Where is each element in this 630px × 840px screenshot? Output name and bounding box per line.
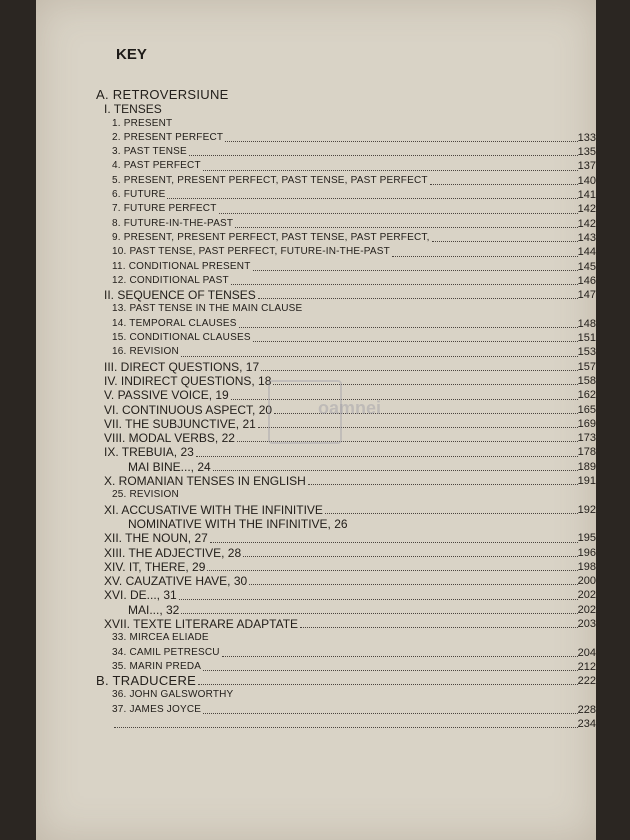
toc-entry-title: VII. THE SUBJUNCTIVE, 21 bbox=[104, 416, 256, 431]
dot-leader bbox=[167, 196, 578, 199]
dot-leader bbox=[235, 225, 578, 228]
toc-entry bbox=[36, 674, 596, 688]
dot-leader bbox=[300, 625, 578, 628]
toc-page-number: 140 bbox=[577, 174, 596, 187]
toc-entry bbox=[36, 102, 596, 116]
toc-entry-title: 2. PRESENT PERFECT bbox=[112, 131, 225, 145]
toc-page-number: 173 bbox=[577, 432, 596, 445]
dot-leader bbox=[203, 668, 578, 671]
toc-page-number: 151 bbox=[577, 332, 596, 345]
toc-page-number: 145 bbox=[577, 260, 596, 273]
toc-entry bbox=[36, 88, 596, 102]
dot-leader bbox=[114, 725, 578, 728]
toc-page-number: 234 bbox=[577, 718, 596, 731]
dot-leader bbox=[198, 682, 578, 685]
toc-entry-title: 36. JOHN GALSWORTHY bbox=[112, 688, 235, 702]
dot-leader bbox=[213, 468, 578, 471]
toc-entry bbox=[36, 588, 596, 602]
toc-entry-title: VI. CONTINUOUS ASPECT, 20 bbox=[104, 402, 273, 417]
dot-leader bbox=[225, 139, 578, 142]
toc-entry-title: 25. REVISION bbox=[112, 488, 181, 502]
toc-entry bbox=[36, 231, 596, 245]
toc-entry bbox=[36, 159, 596, 173]
dot-leader bbox=[432, 239, 578, 242]
toc-page-number: 133 bbox=[577, 131, 596, 144]
dot-leader bbox=[210, 540, 578, 543]
toc-entry-title: 7. FUTURE PERFECT bbox=[112, 202, 219, 216]
toc-entry bbox=[36, 217, 596, 231]
toc-page-number: 144 bbox=[577, 246, 596, 259]
page-title: KEY bbox=[116, 46, 147, 63]
toc-entry bbox=[36, 574, 596, 588]
toc-entry-title: MAI BINE..., 24 bbox=[128, 459, 211, 474]
dot-leader bbox=[261, 368, 578, 371]
toc-entry bbox=[36, 245, 596, 259]
toc-entry bbox=[36, 488, 596, 502]
toc-entry-title: XV. CAUZATIVE HAVE, 30 bbox=[104, 574, 248, 589]
toc-entry-title: MAI..., 32 bbox=[128, 602, 180, 617]
toc-page-number: 158 bbox=[577, 374, 596, 387]
dot-leader bbox=[203, 711, 578, 714]
dot-leader bbox=[253, 268, 578, 271]
toc-entry-title: XVI. DE..., 31 bbox=[104, 588, 177, 603]
toc-page-number: 192 bbox=[577, 503, 596, 516]
toc-entry-title: 14. TEMPORAL CLAUSES bbox=[112, 317, 239, 331]
toc-entry bbox=[36, 560, 596, 574]
toc-entry-title: XII. THE NOUN, 27 bbox=[104, 531, 208, 546]
toc-entry bbox=[36, 474, 596, 488]
toc-page-number: 203 bbox=[577, 617, 596, 630]
dot-leader bbox=[258, 296, 578, 299]
toc-entry-title: IX. TREBUIA, 23 bbox=[104, 445, 194, 460]
toc-page-number: 189 bbox=[577, 460, 596, 473]
toc-entry-title: X. ROMANIAN TENSES IN ENGLISH bbox=[104, 474, 306, 489]
dot-leader bbox=[392, 254, 578, 257]
toc-entry bbox=[36, 603, 596, 617]
toc-page-number: 165 bbox=[577, 403, 596, 416]
toc-entry bbox=[36, 631, 596, 645]
toc-entry-title: 13. PAST TENSE IN THE MAIN CLAUSE bbox=[112, 302, 304, 316]
toc-entry bbox=[36, 460, 596, 474]
dot-leader bbox=[203, 168, 578, 171]
toc-entry bbox=[36, 274, 596, 288]
toc-page-number: 147 bbox=[577, 289, 596, 302]
toc-entry-title: III. DIRECT QUESTIONS, 17 bbox=[104, 359, 260, 374]
toc-entry-title: NOMINATIVE WITH THE INFINITIVE, 26 bbox=[128, 516, 348, 531]
toc-page-number: 157 bbox=[577, 360, 596, 373]
toc-entry bbox=[36, 145, 596, 159]
toc-page-number: 178 bbox=[577, 446, 596, 459]
toc-page-number: 142 bbox=[577, 203, 596, 216]
toc-page-number: 202 bbox=[577, 589, 596, 602]
dot-leader bbox=[222, 654, 578, 657]
toc-page-number: 202 bbox=[577, 603, 596, 616]
toc-entry-title: II. SEQUENCE OF TENSES bbox=[104, 288, 256, 303]
toc-entry bbox=[36, 517, 596, 531]
toc-entry bbox=[36, 317, 596, 331]
toc-entry bbox=[36, 174, 596, 188]
toc-entry-title: 10. PAST TENSE, PAST PERFECT, FUTURE-IN-THE-PAST bbox=[112, 245, 392, 259]
toc-page-number: 228 bbox=[577, 703, 596, 716]
dot-leader bbox=[179, 597, 578, 600]
toc-entry-title: 12. CONDITIONAL PAST bbox=[112, 274, 231, 288]
toc-entry bbox=[36, 260, 596, 274]
dot-leader bbox=[231, 282, 578, 285]
toc-page-number: 198 bbox=[577, 560, 596, 573]
toc-entry bbox=[36, 302, 596, 316]
toc-entry-title: XIV. IT, THERE, 29 bbox=[104, 559, 206, 574]
toc-entry bbox=[36, 617, 596, 631]
toc-page-number: 135 bbox=[577, 146, 596, 159]
dot-leader bbox=[189, 153, 578, 156]
toc-entry bbox=[36, 288, 596, 302]
toc-entry bbox=[36, 202, 596, 216]
dot-leader bbox=[253, 339, 578, 342]
toc-entry-title: 3. PAST TENSE bbox=[112, 145, 189, 159]
toc-entry-title: VIII. MODAL VERBS, 22 bbox=[104, 431, 235, 446]
dot-leader bbox=[207, 568, 578, 571]
toc-entry-title: 1. PRESENT bbox=[112, 117, 174, 131]
toc-page-number: 204 bbox=[577, 646, 596, 659]
toc-entry bbox=[36, 188, 596, 202]
toc-entry-title: 33. MIRCEA ELIADE bbox=[112, 631, 211, 645]
toc-entry bbox=[36, 360, 596, 374]
toc-entry-title: 34. CAMIL PETRESCU bbox=[112, 646, 222, 660]
toc-page-number: 222 bbox=[577, 675, 596, 688]
dot-leader bbox=[249, 582, 578, 585]
toc-entry-title: XIII. THE ADJECTIVE, 28 bbox=[104, 545, 242, 560]
toc-entry bbox=[36, 445, 596, 459]
toc-entry bbox=[36, 660, 596, 674]
toc-entry bbox=[36, 703, 596, 717]
toc-entry-title: 8. FUTURE-IN-THE-PAST bbox=[112, 217, 235, 231]
dot-leader bbox=[181, 611, 578, 614]
toc-entry-title: 5. PRESENT, PRESENT PERFECT, PAST TENSE, PAST PERFECT bbox=[112, 174, 430, 188]
toc-entry-title: I. TENSES bbox=[104, 102, 162, 117]
dot-leader bbox=[308, 482, 578, 485]
toc-page-number: 196 bbox=[577, 546, 596, 559]
toc-page-number: 169 bbox=[577, 417, 596, 430]
toc-entry bbox=[36, 717, 596, 731]
toc-page-number: 191 bbox=[577, 475, 596, 488]
dot-leader bbox=[219, 211, 578, 214]
toc-entry-title: 16. REVISION bbox=[112, 345, 181, 359]
toc-page-number: 212 bbox=[577, 660, 596, 673]
toc-entry-title: 9. PRESENT, PRESENT PERFECT, PAST TENSE, PAST PERFECT, bbox=[112, 231, 432, 245]
toc-page-number: 162 bbox=[577, 389, 596, 402]
toc-page-number: 200 bbox=[577, 575, 596, 588]
toc-page-number: 195 bbox=[577, 532, 596, 545]
dot-leader bbox=[325, 511, 578, 514]
book-page bbox=[36, 0, 596, 840]
toc-page-number: 153 bbox=[577, 346, 596, 359]
toc-entry bbox=[36, 531, 596, 545]
toc-entry-title: IV. INDIRECT QUESTIONS, 18 bbox=[104, 373, 272, 388]
toc-entry-title: 35. MARIN PREDA bbox=[112, 660, 203, 674]
toc-page-number: 143 bbox=[577, 231, 596, 244]
dot-leader bbox=[239, 325, 578, 328]
watermark-logo: oamnei bbox=[318, 398, 382, 418]
dot-leader bbox=[430, 182, 578, 185]
toc-entry-title: XVII. TEXTE LITERARE ADAPTATE bbox=[104, 616, 299, 631]
toc-page-number: 137 bbox=[577, 160, 596, 173]
toc-page-number: 148 bbox=[577, 317, 596, 330]
toc-entry bbox=[36, 646, 596, 660]
toc-entry-title: XI. ACCUSATIVE WITH THE INFINITIVE bbox=[104, 502, 323, 517]
toc-page-number: 142 bbox=[577, 217, 596, 230]
toc-entry bbox=[36, 546, 596, 560]
toc-entry-title: 11. CONDITIONAL PRESENT bbox=[112, 260, 253, 274]
toc-entry bbox=[36, 688, 596, 702]
toc-entry bbox=[36, 117, 596, 131]
toc-entry bbox=[36, 131, 596, 145]
toc-entry-title: B. TRADUCERE bbox=[96, 673, 197, 689]
dot-leader bbox=[243, 554, 578, 557]
toc-entry-title: 37. JAMES JOYCE bbox=[112, 703, 203, 717]
toc-page-number: 146 bbox=[577, 274, 596, 287]
toc-entry-title: A. RETROVERSIUNE bbox=[96, 87, 229, 102]
toc-entry-title: 15. CONDITIONAL CLAUSES bbox=[112, 331, 253, 345]
toc-entry-title: 4. PAST PERFECT bbox=[112, 159, 203, 173]
toc-entry bbox=[36, 503, 596, 517]
toc-entry-title: 6. FUTURE bbox=[112, 188, 167, 202]
dot-leader bbox=[196, 454, 578, 457]
toc-entry bbox=[36, 345, 596, 359]
toc-entry bbox=[36, 331, 596, 345]
dot-leader bbox=[181, 354, 578, 357]
toc-page-number: 141 bbox=[577, 189, 596, 202]
toc-entry-title: V. PASSIVE VOICE, 19 bbox=[104, 388, 229, 403]
